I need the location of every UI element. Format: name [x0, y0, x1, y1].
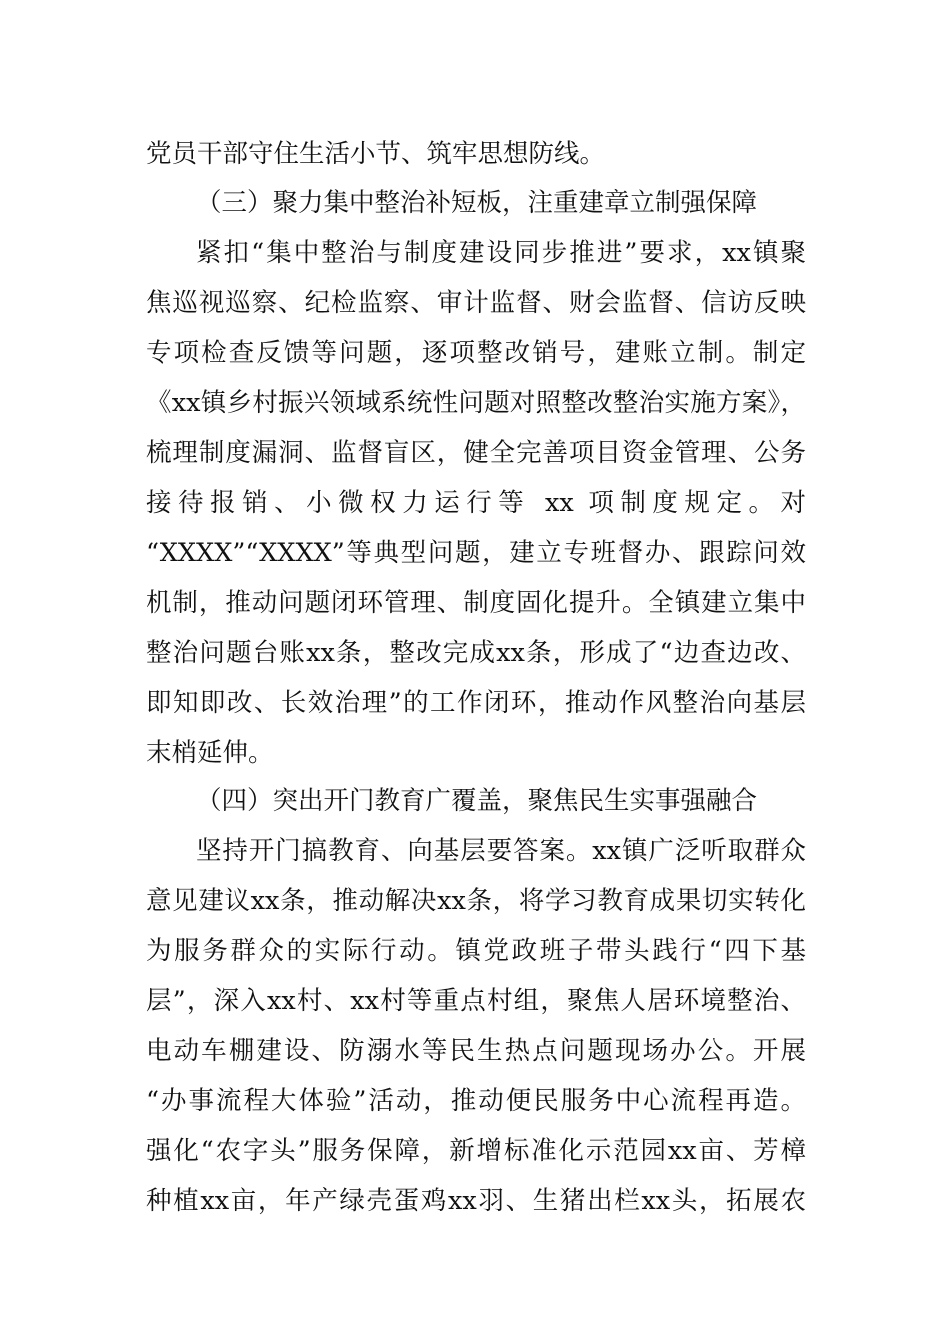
paragraph-3-line-8: 种植xx亩，年产绿壳蛋鸡xx羽、生猪出栏xx头，拓展农	[146, 1186, 806, 1216]
paragraph-3-line-6: “办事流程大体验”活动，推动便民服务中心流程再造。	[146, 1086, 806, 1116]
paragraph-2-line-11: 末梢延伸。	[146, 738, 274, 768]
paragraph-2-line-6: 接待报销、小微权力运行等 xx 项制度规定。对	[146, 488, 806, 518]
paragraph-2-line-4: 《xx镇乡村振兴领域系统性问题对照整改整治实施方案》，	[146, 388, 806, 418]
paragraph-2-line-7: “XXXX”“XXXX”等典型问题，建立专班督办、跟踪问效	[146, 538, 806, 568]
paragraph-3-line-2: 意见建议xx条，推动解决xx条，将学习教育成果切实转化	[146, 886, 806, 916]
paragraph-3-line-3: 为服务群众的实际行动。镇党政班子带头践行“四下基	[146, 936, 806, 966]
paragraph-3-line-4: 层”，深入xx村、xx村等重点村组，聚焦人居环境整治、	[146, 986, 806, 1016]
paragraph-2-line-2: 焦巡视巡察、纪检监察、审计监督、财会监督、信访反映	[146, 288, 806, 318]
paragraph-3-line-1: 坚持开门搞教育、向基层要答案。xx镇广泛听取群众	[196, 836, 806, 866]
paragraph-2-line-10: 即知即改、长效治理”的工作闭环，推动作风整治向基层	[146, 688, 806, 718]
paragraph-3-line-5: 电动车棚建设、防溺水等民生热点问题现场办公。开展	[146, 1036, 806, 1066]
paragraph-3-line-7: 强化“农字头”服务保障，新增标准化示范园xx亩、芳樟	[146, 1136, 806, 1166]
paragraph-2-line-5: 梳理制度漏洞、监督盲区，健全完善项目资金管理、公务	[146, 438, 806, 468]
section-heading-4: （四）突出开门教育广覆盖，聚焦民生实事强融合	[196, 786, 758, 816]
section-heading-3: （三）聚力集中整治补短板，注重建章立制强保障	[196, 188, 758, 218]
paragraph-2-line-3: 专项检查反馈等问题，逐项整改销号，建账立制。制定	[146, 338, 806, 368]
paragraph-2-line-1: 紧扣“集中整治与制度建设同步推进”要求，xx镇聚	[196, 238, 806, 268]
paragraph-2-line-9: 整治问题台账xx条，整改完成xx条，形成了“边查边改、	[146, 638, 806, 668]
paragraph-1-line-1: 党员干部守住生活小节、筑牢思想防线。	[146, 139, 606, 169]
paragraph-2-line-8: 机制，推动问题闭环管理、制度固化提升。全镇建立集中	[146, 588, 806, 618]
